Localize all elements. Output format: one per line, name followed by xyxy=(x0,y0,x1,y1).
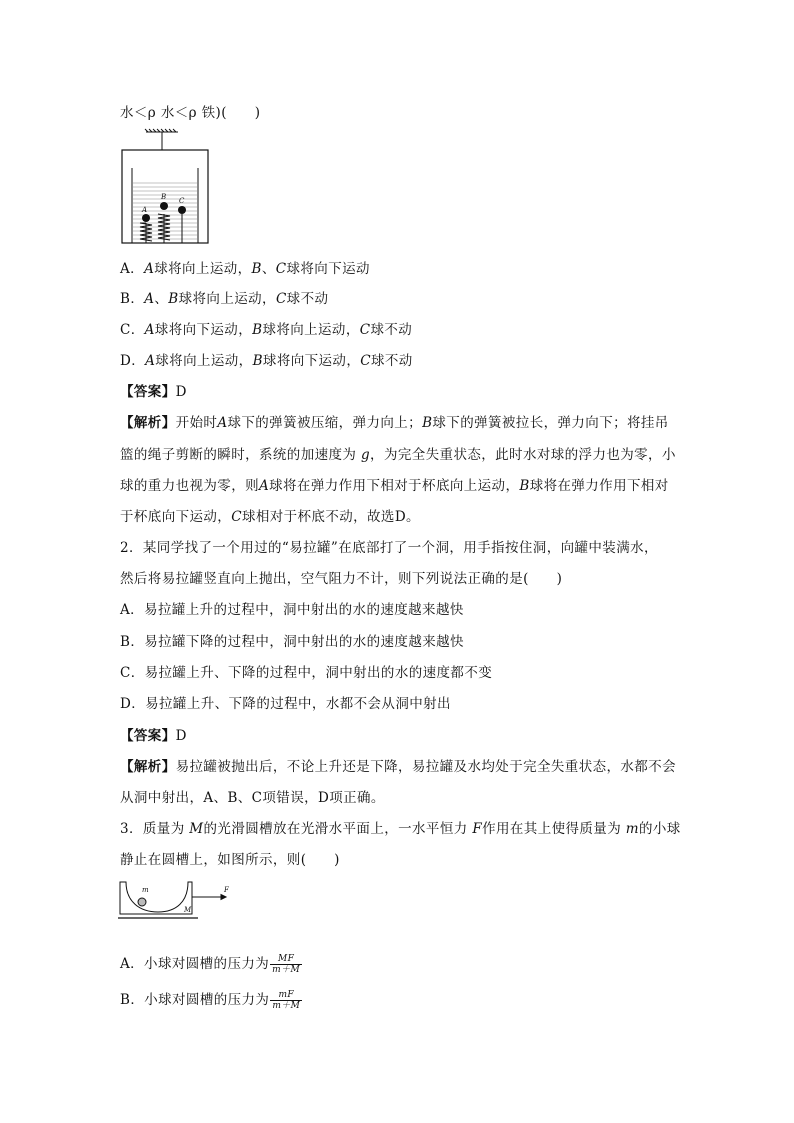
q2-option-a: A．易拉罐上升的过程中，洞中射出的水的速度越来越快 xyxy=(120,602,464,618)
option-letter: C． xyxy=(120,322,145,338)
analysis-text: 开始时 xyxy=(175,415,218,431)
q2-option-b: B．易拉罐下降的过程中，洞中射出的水的速度越来越快 xyxy=(120,634,464,650)
option-text: 球将向上运动， xyxy=(262,322,360,338)
var: g xyxy=(361,447,371,463)
option-text: 球不动 xyxy=(370,322,413,338)
var: A xyxy=(144,291,155,307)
q1-option-d xyxy=(120,351,413,371)
q1-figure xyxy=(118,128,218,248)
option-letter: B． xyxy=(120,291,145,307)
q2-stem-line-2: 然后将易拉罐竖直向上抛出，空气阻力不计，则下列说法正确的是( ) xyxy=(120,571,563,587)
q2-analysis-line-1 xyxy=(120,757,676,777)
analysis-text: 球将在弹力作用下相对于杯底向上运动， xyxy=(269,478,520,494)
fraction xyxy=(270,954,302,975)
q1-option-a xyxy=(120,259,370,279)
var: A xyxy=(145,353,156,369)
var: B xyxy=(252,322,263,338)
q1-figure-label-b: B xyxy=(161,193,167,201)
q1-analysis-line-3 xyxy=(120,476,669,496)
q1-header-fragment: 水＜ρ 水＜ρ 铁)( ) xyxy=(120,105,261,121)
option-text: 球将向下运动， xyxy=(262,353,361,369)
var: C xyxy=(275,291,287,307)
analysis-text: 篮的绳子剪断的瞬时，系统的加速度为 xyxy=(120,447,361,463)
var: C xyxy=(359,322,371,338)
q3-option-a xyxy=(120,950,302,978)
q1-analysis-line-4 xyxy=(120,507,420,527)
analysis-text: 球下的弹簧被拉长，弹力向下；将挂吊 xyxy=(432,415,669,431)
q3-option-b xyxy=(120,986,302,1014)
analysis-text: 球将在弹力作用下相对 xyxy=(529,478,669,494)
analysis-text: 于杯底向下运动， xyxy=(120,509,232,525)
option-text: 球将向下运动 xyxy=(286,261,370,277)
analysis-tag: 【解析】 xyxy=(120,759,176,775)
fraction-denominator: m＋M xyxy=(272,965,301,975)
analysis-text: 球相对于杯底不动，故选D。 xyxy=(241,509,420,525)
option-text: 球不动 xyxy=(370,353,413,369)
analysis-text: 易拉罐被抛出后，不论上升还是下降，易拉罐及水均处于完全失重状态，水都不会 xyxy=(175,759,677,775)
analysis-text: 球的重力也视为零，则 xyxy=(120,478,259,494)
q3-figure-label-M: M xyxy=(184,906,192,914)
var: B xyxy=(168,291,179,307)
var: C xyxy=(275,261,287,277)
q3-stem-line-2: 静止在圆槽上，如图所示，则( ) xyxy=(120,852,340,868)
stem-text: 3．质量为 xyxy=(120,821,190,837)
answer-tag: 【答案】 xyxy=(120,384,176,400)
var: m xyxy=(625,821,639,837)
fraction xyxy=(270,990,302,1011)
option-text: 球不动 xyxy=(286,291,329,307)
analysis-text: 球下的弹簧被压缩，弹力向上； xyxy=(227,415,423,431)
q1-figure-label-c: C xyxy=(179,197,185,205)
var: C xyxy=(360,353,371,369)
var: A xyxy=(259,478,270,494)
q1-option-c xyxy=(120,320,412,340)
option-text: 球将向上运动， xyxy=(154,261,252,277)
q2-analysis-line-2: 从洞中射出，A、B、C项错误，D项正确。 xyxy=(120,790,385,806)
q3-figure-label-m: m xyxy=(142,886,149,894)
analysis-text: ，为完全失重状态，此时水对球的浮力也为零，小 xyxy=(370,447,676,463)
fraction-numerator: MF xyxy=(270,954,302,965)
var: B xyxy=(251,261,262,277)
answer-value: D xyxy=(175,728,187,744)
option-text: 球将向下运动， xyxy=(154,322,253,338)
var: F xyxy=(472,821,483,837)
option-text: 球将向上运动， xyxy=(155,353,253,369)
q2-option-d: D．易拉罐上升、下降的过程中，水都不会从洞中射出 xyxy=(120,696,451,712)
q1-analysis-line-1 xyxy=(120,413,669,433)
var: A xyxy=(144,322,155,338)
answer-tag: 【答案】 xyxy=(120,728,176,744)
stem-text: 的小球 xyxy=(639,821,681,837)
var: B xyxy=(252,353,263,369)
option-text: 、 xyxy=(261,261,276,277)
option-text: A．小球对圆槽的压力为 xyxy=(120,956,270,972)
q2-option-c: C．易拉罐上升、下降的过程中，洞中射出的水的速度都不变 xyxy=(120,665,493,681)
q1-figure-label-a: A xyxy=(142,206,148,214)
option-letter: D． xyxy=(120,353,146,369)
answer-value: D xyxy=(175,384,187,400)
var: C xyxy=(231,509,242,525)
q3-figure-label-F: F xyxy=(224,886,229,894)
q3-stem-line-1 xyxy=(120,819,681,839)
option-text: 、 xyxy=(154,291,169,307)
option-letter: A． xyxy=(120,261,145,277)
q2-stem-line-1: 2．某同学找了一个用过的“易拉罐”在底部打了一个洞，用手指按住洞，向罐中装满水， xyxy=(120,540,658,556)
q1-option-b xyxy=(120,289,328,309)
analysis-tag: 【解析】 xyxy=(120,415,176,431)
var: M xyxy=(189,821,204,837)
option-text: B．小球对圆槽的压力为 xyxy=(120,992,270,1008)
fraction-numerator: mF xyxy=(270,990,302,1001)
var: A xyxy=(217,415,228,431)
stem-text: 作用在其上使得质量为 xyxy=(482,821,626,837)
option-text: 球将向上运动， xyxy=(178,291,276,307)
q3-figure xyxy=(118,880,238,922)
fraction-denominator: m＋M xyxy=(272,1001,301,1011)
q1-analysis-line-2 xyxy=(120,445,676,465)
q1-answer xyxy=(120,382,187,402)
stem-text: 的光滑圆槽放在光滑水平面上，一水平恒力 xyxy=(203,821,473,837)
var: B xyxy=(422,415,433,431)
var: B xyxy=(519,478,530,494)
q2-answer xyxy=(120,726,187,746)
var: A xyxy=(144,261,155,277)
